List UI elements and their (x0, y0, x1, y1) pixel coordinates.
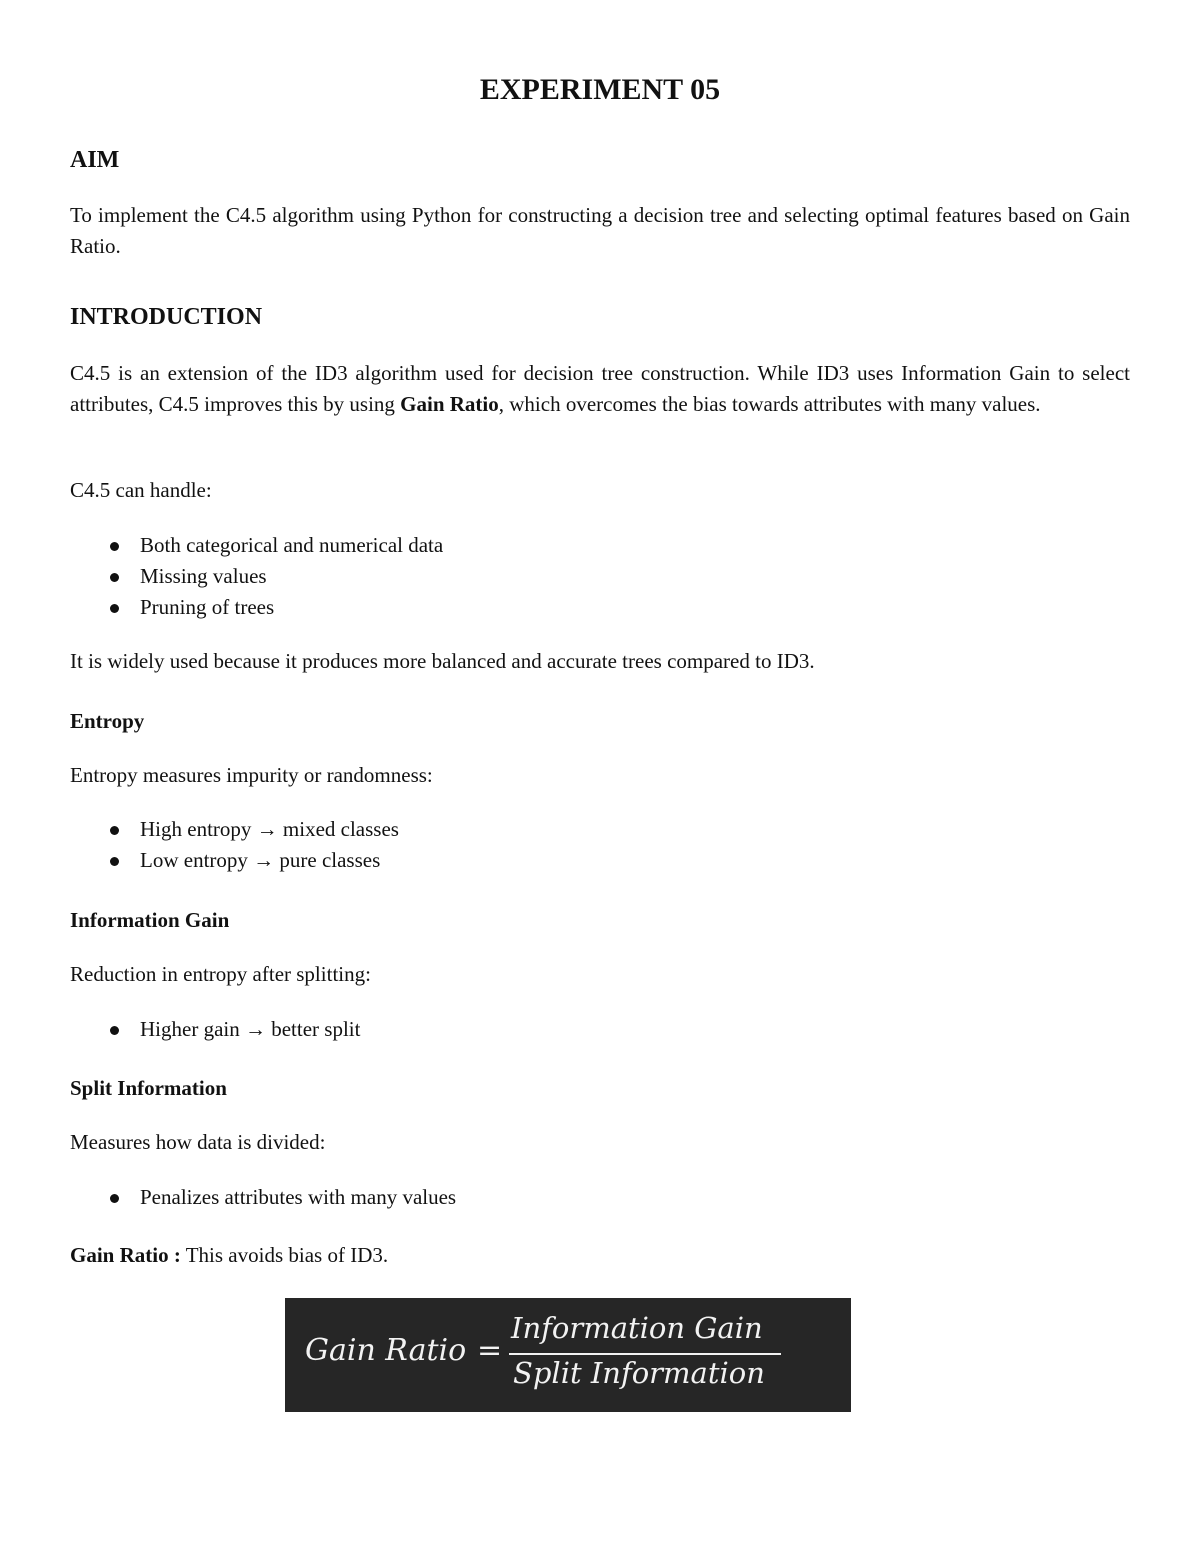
split-information-list (70, 1182, 456, 1213)
can-handle-list (70, 530, 443, 623)
list-item (70, 814, 399, 845)
list-item (70, 530, 443, 561)
list-item-text: Low entropy → pure classes (140, 848, 381, 872)
list-item (70, 561, 443, 592)
list-item (70, 1182, 456, 1213)
bullet-icon (110, 573, 119, 582)
intro-bold-gain-ratio: Gain Ratio (400, 392, 499, 416)
aim-text: To implement the C4.5 algorithm using Python for constructing a decision tree and selecting optimal features based on Gain Ratio. (70, 203, 1130, 258)
list-item-text: Higher gain → better split (140, 1017, 361, 1041)
bullet-icon (110, 1026, 119, 1035)
bullet-icon (110, 604, 119, 613)
intro-text-part: C4.5 is an extension of the ID3 algorithm used for decision tree construction. While ID3 uses Information Gain to select attributes, C4.5 improves this by using (70, 361, 1130, 416)
gain-ratio-line (70, 1240, 1130, 1271)
gain-ratio-label: Gain Ratio : (70, 1243, 181, 1267)
aim-heading: AIM (70, 147, 120, 173)
split-information-heading: Split Information (70, 1076, 227, 1100)
introduction-heading: INTRODUCTION (70, 304, 263, 330)
introduction-paragraph (70, 358, 1130, 420)
list-item (70, 845, 399, 876)
bullet-icon (110, 826, 119, 835)
formula-equals: = (477, 1333, 503, 1368)
information-gain-heading: Information Gain (70, 908, 230, 932)
bullet-icon (110, 857, 119, 866)
entropy-text: Entropy measures impurity or randomness: (70, 763, 433, 787)
entropy-heading: Entropy (70, 709, 145, 733)
split-information-text: Measures how data is divided: (70, 1130, 326, 1154)
formula-denominator: Split Information (513, 1356, 765, 1390)
bullet-icon (110, 542, 119, 551)
list-item (70, 1014, 360, 1045)
list-item (70, 592, 443, 623)
gain-ratio-text: This avoids bias of ID3. (180, 1243, 389, 1267)
gain-ratio-formula (285, 1298, 851, 1412)
list-item-text: High entropy → mixed classes (140, 817, 399, 841)
formula-numerator: Information Gain (511, 1311, 763, 1345)
page-title: EXPERIMENT 05 (479, 73, 721, 106)
list-item-text: Penalizes attributes with many values (140, 1185, 457, 1209)
widely-used-text: It is widely used because it produces more balanced and accurate trees compared to ID3. (70, 649, 815, 673)
information-gain-list (70, 1014, 360, 1045)
can-handle-text: C4.5 can handle: (70, 478, 212, 502)
list-item-text: Pruning of trees (140, 595, 275, 619)
formula-lhs: Gain Ratio (305, 1333, 467, 1368)
list-item-text: Both categorical and numerical data (140, 533, 444, 557)
list-item-text: Missing values (140, 564, 267, 588)
bullet-icon (110, 1194, 119, 1203)
intro-text-part: , which overcomes the bias towards attributes with many values. (498, 392, 1041, 416)
entropy-list (70, 814, 399, 876)
information-gain-text: Reduction in entropy after splitting: (70, 962, 371, 986)
